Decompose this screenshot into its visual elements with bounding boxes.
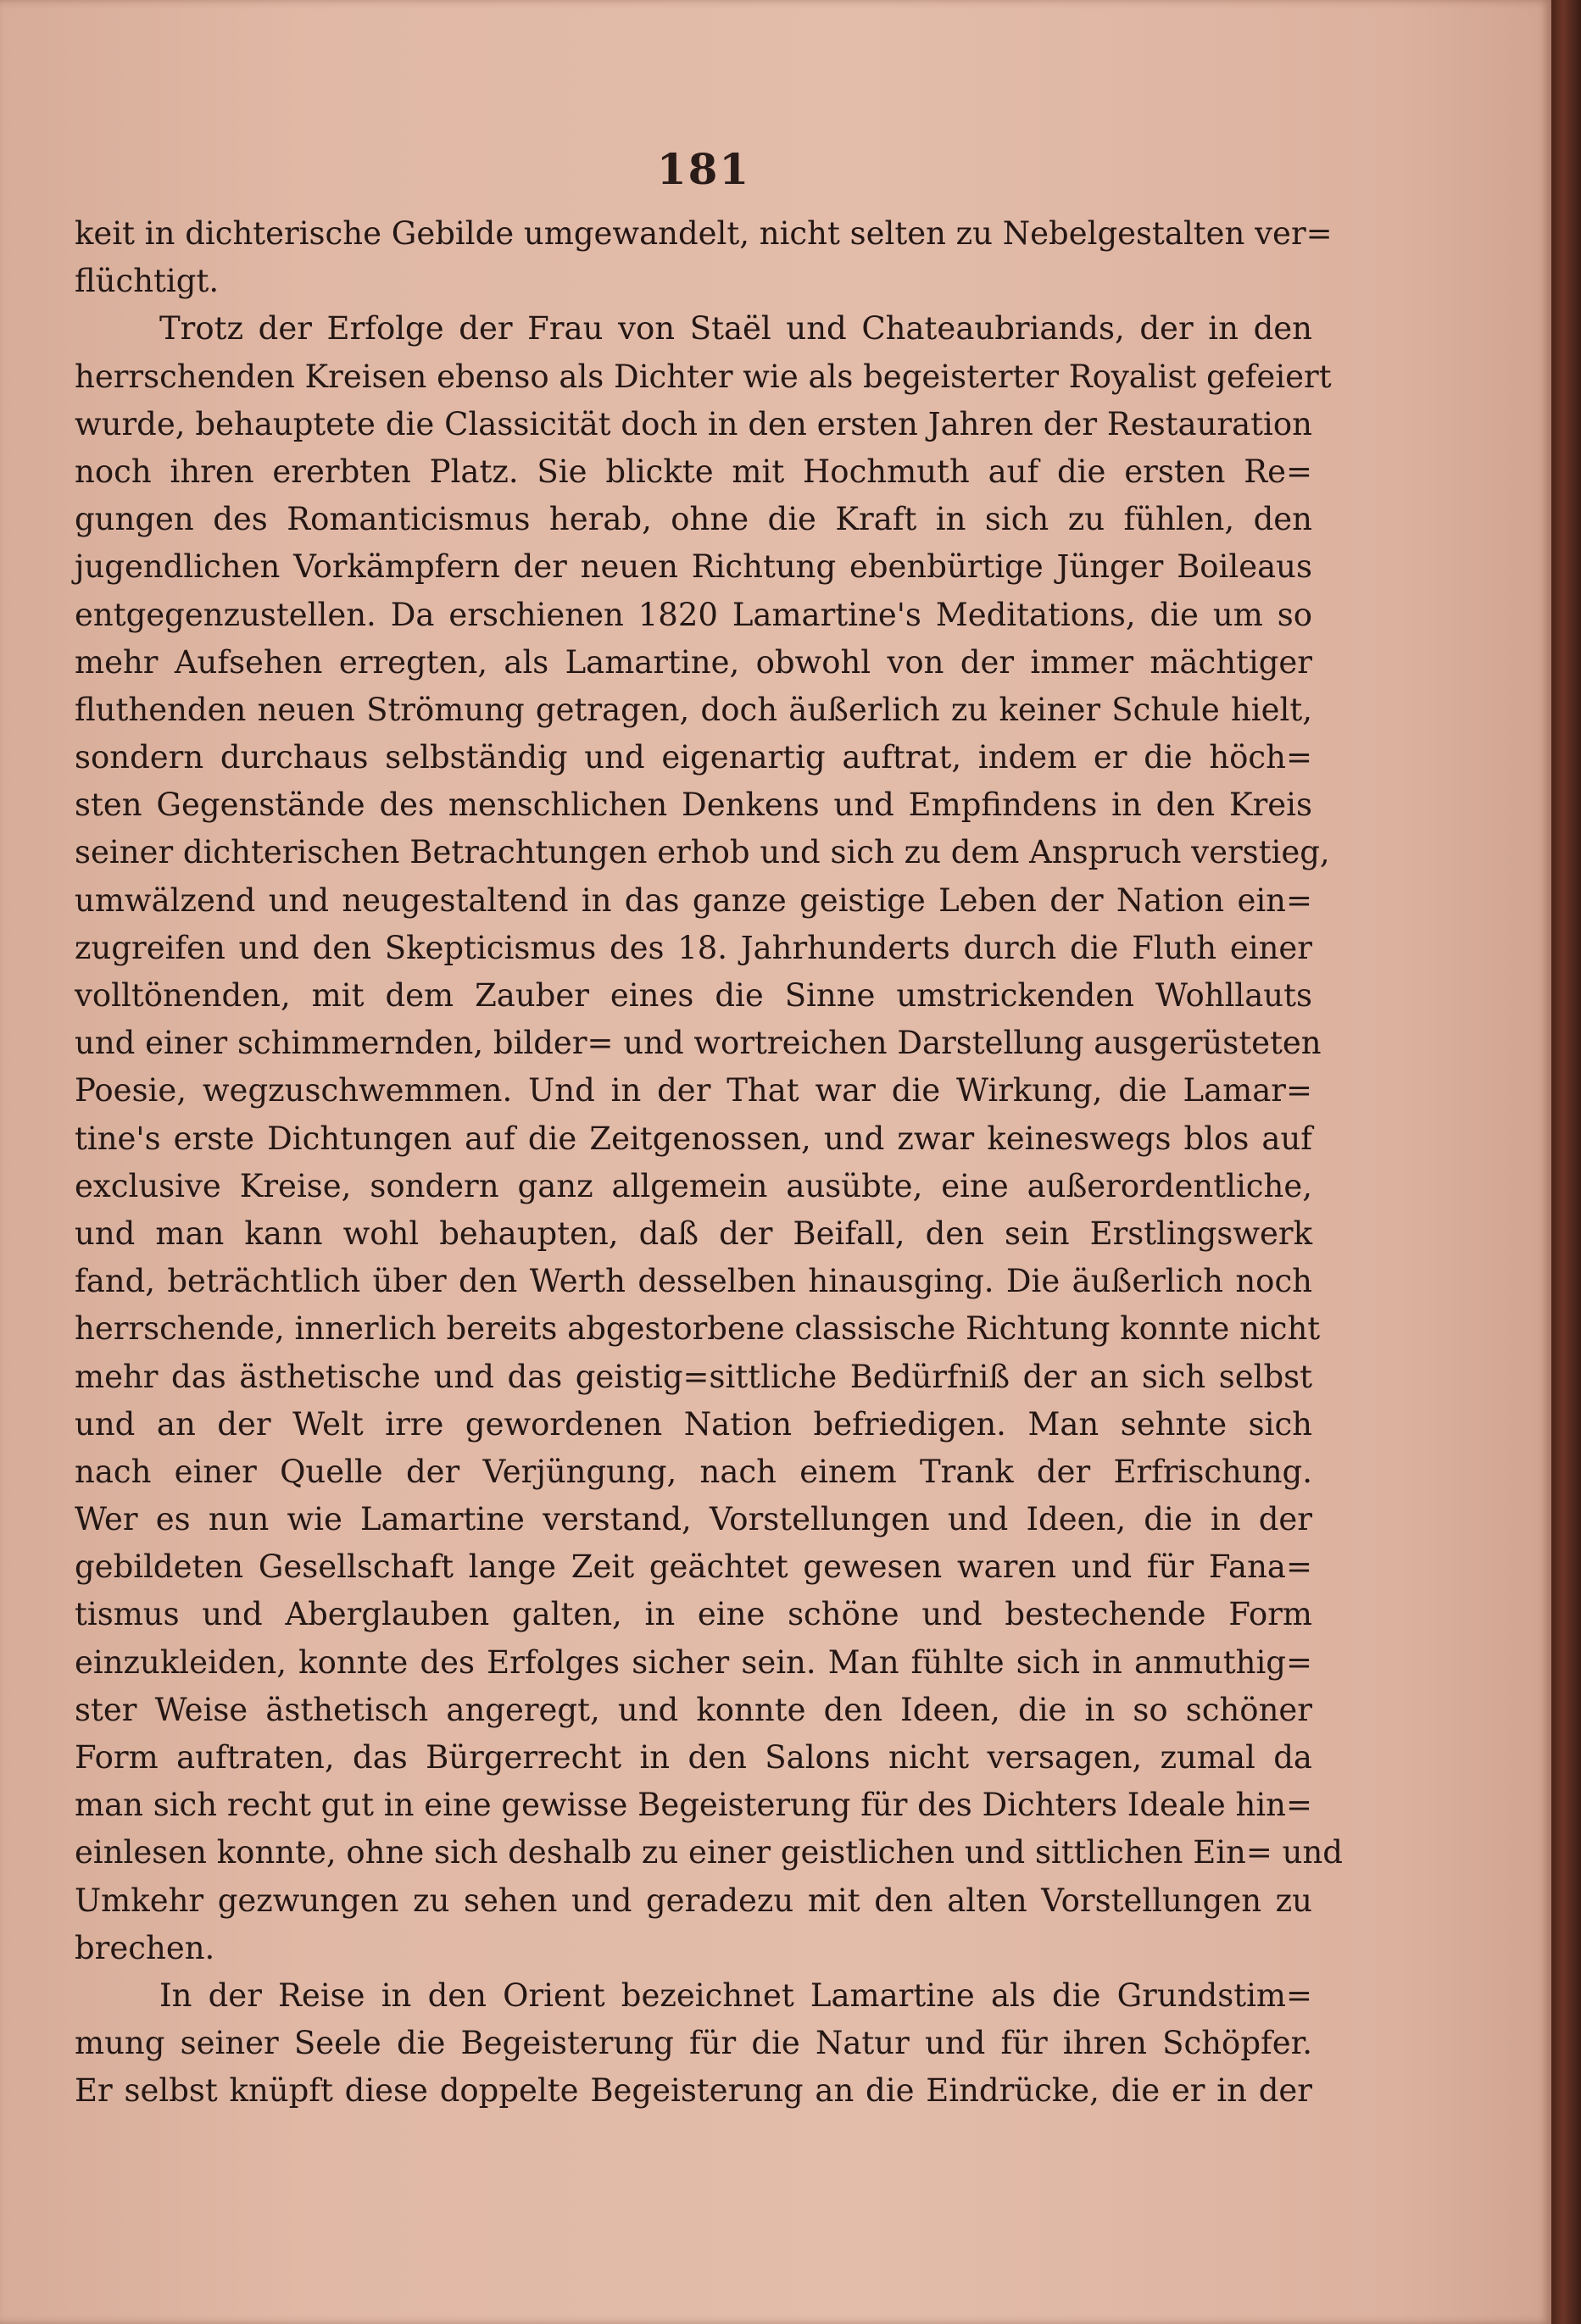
text-line: Umkehr gezwungen zu sehen und geradezu mit den alten Vorstellungen zu [75,1882,1312,1919]
book-binding-edge [1551,0,1581,2324]
text-line: einlesen konnte, ohne sich deshalb zu einer geistlichen und sittlichen Ein= und [75,1834,1343,1871]
text-line: noch ihren ererbten Platz. Sie blickte mit Hochmuth auf die ersten Re= [75,453,1312,490]
text-line: fluthenden neuen Strömung getragen, doch äußerlich zu keiner Schule hielt, [75,691,1312,728]
text-line: und einer schimmernden, bilder= und wortreichen Darstellung ausgerüsteten [75,1025,1322,1062]
text-line: brechen. [75,1929,215,1966]
text-line: entgegenzustellen. Da erschienen 1820 Lamartine's Meditations, die um so [75,596,1312,633]
text-line: herrschenden Kreisen ebenso als Dichter wie als begeisterter Royalist gefeiert [75,358,1332,395]
text-line: gebildeten Gesellschaft lange Zeit geächtet gewesen waren und für Fana= [75,1548,1312,1586]
text-line: umwälzend und neugestaltend in das ganze geistige Leben der Nation ein= [75,881,1312,919]
text-line: Wer es nun wie Lamartine verstand, Vorstellungen und Ideen, die in der [75,1501,1312,1538]
text-line: ster Weise ästhetisch angeregt, und konnte den Ideen, die in so schöner [75,1691,1312,1728]
text-line: Form auftraten, das Bürgerrecht in den Salons nicht versagen, zumal da [75,1739,1312,1776]
text-line: exclusive Kreise, sondern ganz allgemein ausübte, eine außerordentliche, [75,1167,1312,1204]
text-line: sondern durchaus selbständig und eigenartig auftrat, indem er die höch= [75,739,1312,776]
text-line: herrschende, innerlich bereits abgestorbene classische Richtung konnte nicht [75,1310,1321,1348]
text-line: fand, beträchtlich über den Werth desselben hinausging. Die äußerlich noch [75,1263,1312,1300]
text-line: flüchtigt. [75,263,220,300]
text-line: keit in dichterische Gebilde umgewandelt, nicht selten zu Nebelgestalten ver= [75,215,1333,252]
text-line: jugendlichen Vorkämpfern der neuen Richtung ebenbürtige Jünger Boileaus [75,548,1312,586]
body-text [75,210,1343,2116]
text-line: Trotz der Erfolge der Frau von Staël und Chateaubriands, der in den [159,310,1312,347]
text-line: In der Reise in den Orient bezeichnet Lamartine als die Grundstim= [159,1977,1312,2014]
text-line: zugreifen und den Skepticismus des 18. Jahrhunderts durch die Fluth einer [75,929,1312,966]
text-line: tine's erste Dichtungen auf die Zeitgenossen, und zwar keineswegs blos auf [75,1120,1312,1157]
text-line: sten Gegenstände des menschlichen Denkens und Empfindens in den Kreis [75,787,1312,824]
text-line: mung seiner Seele die Begeisterung für die Natur und für ihren Schöpfer. [75,2025,1312,2062]
text-line: Er selbst knüpft diese doppelte Begeisterung an die Eindrücke, die er in der [75,2072,1312,2110]
text-line: seiner dichterischen Betrachtungen erhob und sich zu dem Anspruch verstieg, [75,834,1330,871]
text-line: und an der Welt irre gewordenen Nation befriedigen. Man sehnte sich [75,1405,1312,1443]
text-line: mehr Aufsehen erregten, als Lamartine, obwohl von der immer mächtiger [75,643,1312,681]
text-line: gungen des Romanticismus herab, ohne die Kraft in sich zu fühlen, den [75,501,1312,538]
text-line: man sich recht gut in eine gewisse Begeisterung für des Dichters Ideale hin= [75,1787,1312,1824]
text-line: wurde, behauptete die Classicität doch in den ersten Jahren der Restauration [75,405,1312,442]
text-line: volltönenden, mit dem Zauber eines die Sinne umstrickenden Wohllauts [75,977,1312,1014]
text-line: tismus und Aberglauben galten, in eine schöne und bestechende Form [75,1596,1312,1633]
text-line: Poesie, wegzuschwemmen. Und in der That war die Wirkung, die Lamar= [75,1072,1312,1109]
text-line: und man kann wohl behaupten, daß der Beifall, den sein Erstlingswerk [75,1215,1312,1252]
text-line: einzukleiden, konnte des Erfolges sicher sein. Man fühlte sich in anmuthig= [75,1643,1312,1681]
text-line: mehr das ästhetische und das geistig=sittliche Bedürfniß der an sich selbst [75,1358,1312,1395]
text-line: nach einer Quelle der Verjüngung, nach einem Trank der Erfrischung. [75,1453,1312,1490]
page-number: 181 [656,144,751,194]
